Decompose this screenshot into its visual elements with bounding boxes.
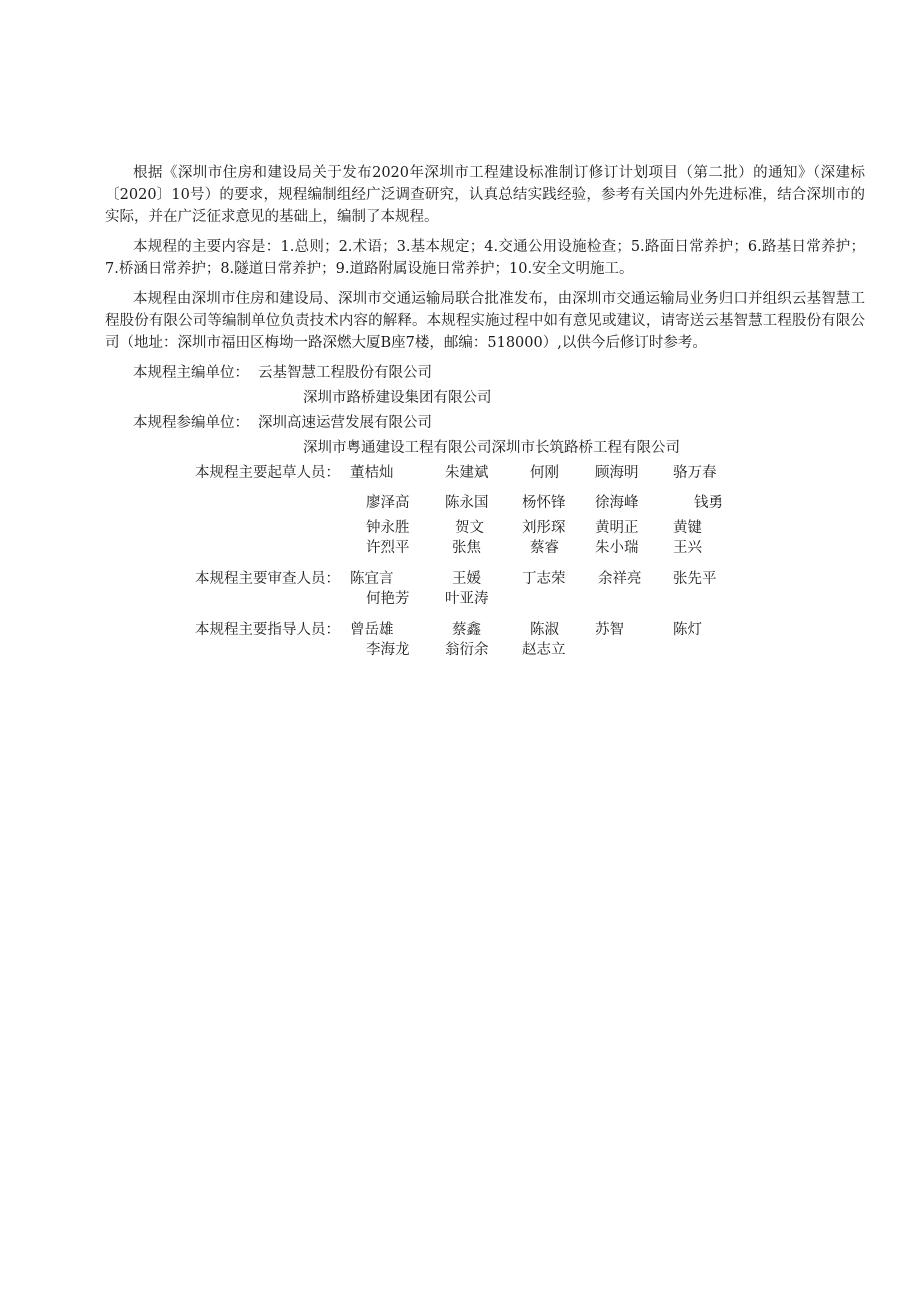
reviewer-name: 何艳芳 [366, 591, 410, 607]
director-name: 蔡鑫 [452, 622, 481, 638]
drafter-name: 张焦 [452, 540, 481, 556]
reviewer-name: 叶亚涛 [445, 591, 489, 607]
co-editor-unit-2: 深圳市粤通建设工程有限公司深圳市长筑路桥工程有限公司 [303, 440, 680, 456]
intro-paragraph-basis: 根据《深圳市住房和建设局关于发布2020年深圳市工程建设标准制订修订计划项目（第二批）的通知》（深建标〔2020〕10号）的要求，规程编制组经广泛调查研究，认真总结实践经验，参考有关国内外先进标准，结合深圳市的实际，并在广泛征求意见的基础上，编制了本规程。 [105, 165, 865, 225]
drafter-name: 陈永国 [445, 495, 489, 511]
director-name: 陈灯 [673, 622, 702, 638]
directors-label: 本规程主要指导人员： [195, 622, 340, 638]
drafter-name: 蔡睿 [530, 540, 559, 556]
drafter-name: 顾海明 [595, 465, 639, 481]
drafter-name: 廖泽高 [366, 495, 410, 511]
drafter-name: 黄明正 [595, 520, 639, 536]
reviewer-name: 余祥亮 [598, 571, 642, 587]
director-name: 李海龙 [366, 642, 410, 658]
co-editor-label: 本规程参编单位： [133, 415, 249, 431]
drafter-name: 钟永胜 [366, 520, 410, 536]
drafter-name: 刘彤琛 [522, 520, 566, 536]
reviewer-name: 丁志荣 [522, 571, 566, 587]
reviewer-name: 王媛 [452, 571, 481, 587]
reviewers-label: 本规程主要审查人员： [195, 571, 340, 587]
drafter-name: 骆万春 [673, 465, 717, 481]
drafter-name: 贺文 [455, 520, 484, 536]
reviewer-name: 陈宜言 [350, 571, 394, 587]
drafter-name: 朱建斌 [445, 465, 489, 481]
drafters-label: 本规程主要起草人员： [195, 465, 340, 481]
drafter-name: 董桔灿 [350, 465, 394, 481]
drafter-name: 杨怀锋 [522, 495, 566, 511]
director-name: 赵志立 [522, 642, 566, 658]
drafter-name: 许烈平 [366, 540, 410, 556]
director-name: 陈淑 [530, 622, 559, 638]
drafter-name: 朱小瑞 [595, 540, 639, 556]
co-editor-unit-1: 深圳高速运营发展有限公司 [258, 415, 432, 431]
chief-editor-unit-1: 云基智慧工程股份有限公司 [258, 365, 432, 381]
intro-paragraph-contents: 本规程的主要内容是：1.总则；2.术语；3.基本规定；4.交通公用设施检查；5.路面日常养护；6.路基日常养护；7.桥涵日常养护；8.隧道日常养护；9.道路附属设施日常养护；10.安全文明施工。 [105, 239, 865, 277]
drafter-name: 钱勇 [694, 495, 723, 511]
drafter-name: 王兴 [673, 540, 702, 556]
drafter-name: 黄键 [673, 520, 702, 536]
reviewer-name: 张先平 [673, 571, 717, 587]
intro-paragraph-interpretation: 本规程由深圳市住房和建设局、深圳市交通运输局联合批准发布，由深圳市交通运输局业务归口并组织云基智慧工程股份有限公司等编制单位负责技术内容的解释。本规程实施过程中如有意见或建议，请寄送云基智慧工程股份有限公司（地址：深圳市福田区梅坳一路深燃大厦B座7楼，邮编：518000）,以供今后修订时参考。 [105, 291, 865, 351]
director-name: 苏智 [595, 622, 624, 638]
chief-editor-label: 本规程主编单位： [133, 365, 249, 381]
chief-editor-unit-2: 深圳市路桥建设集团有限公司 [303, 390, 492, 406]
drafter-name: 何刚 [530, 465, 559, 481]
director-name: 曾岳雄 [350, 622, 394, 638]
drafter-name: 徐海峰 [595, 495, 639, 511]
director-name: 翁衍余 [445, 642, 489, 658]
